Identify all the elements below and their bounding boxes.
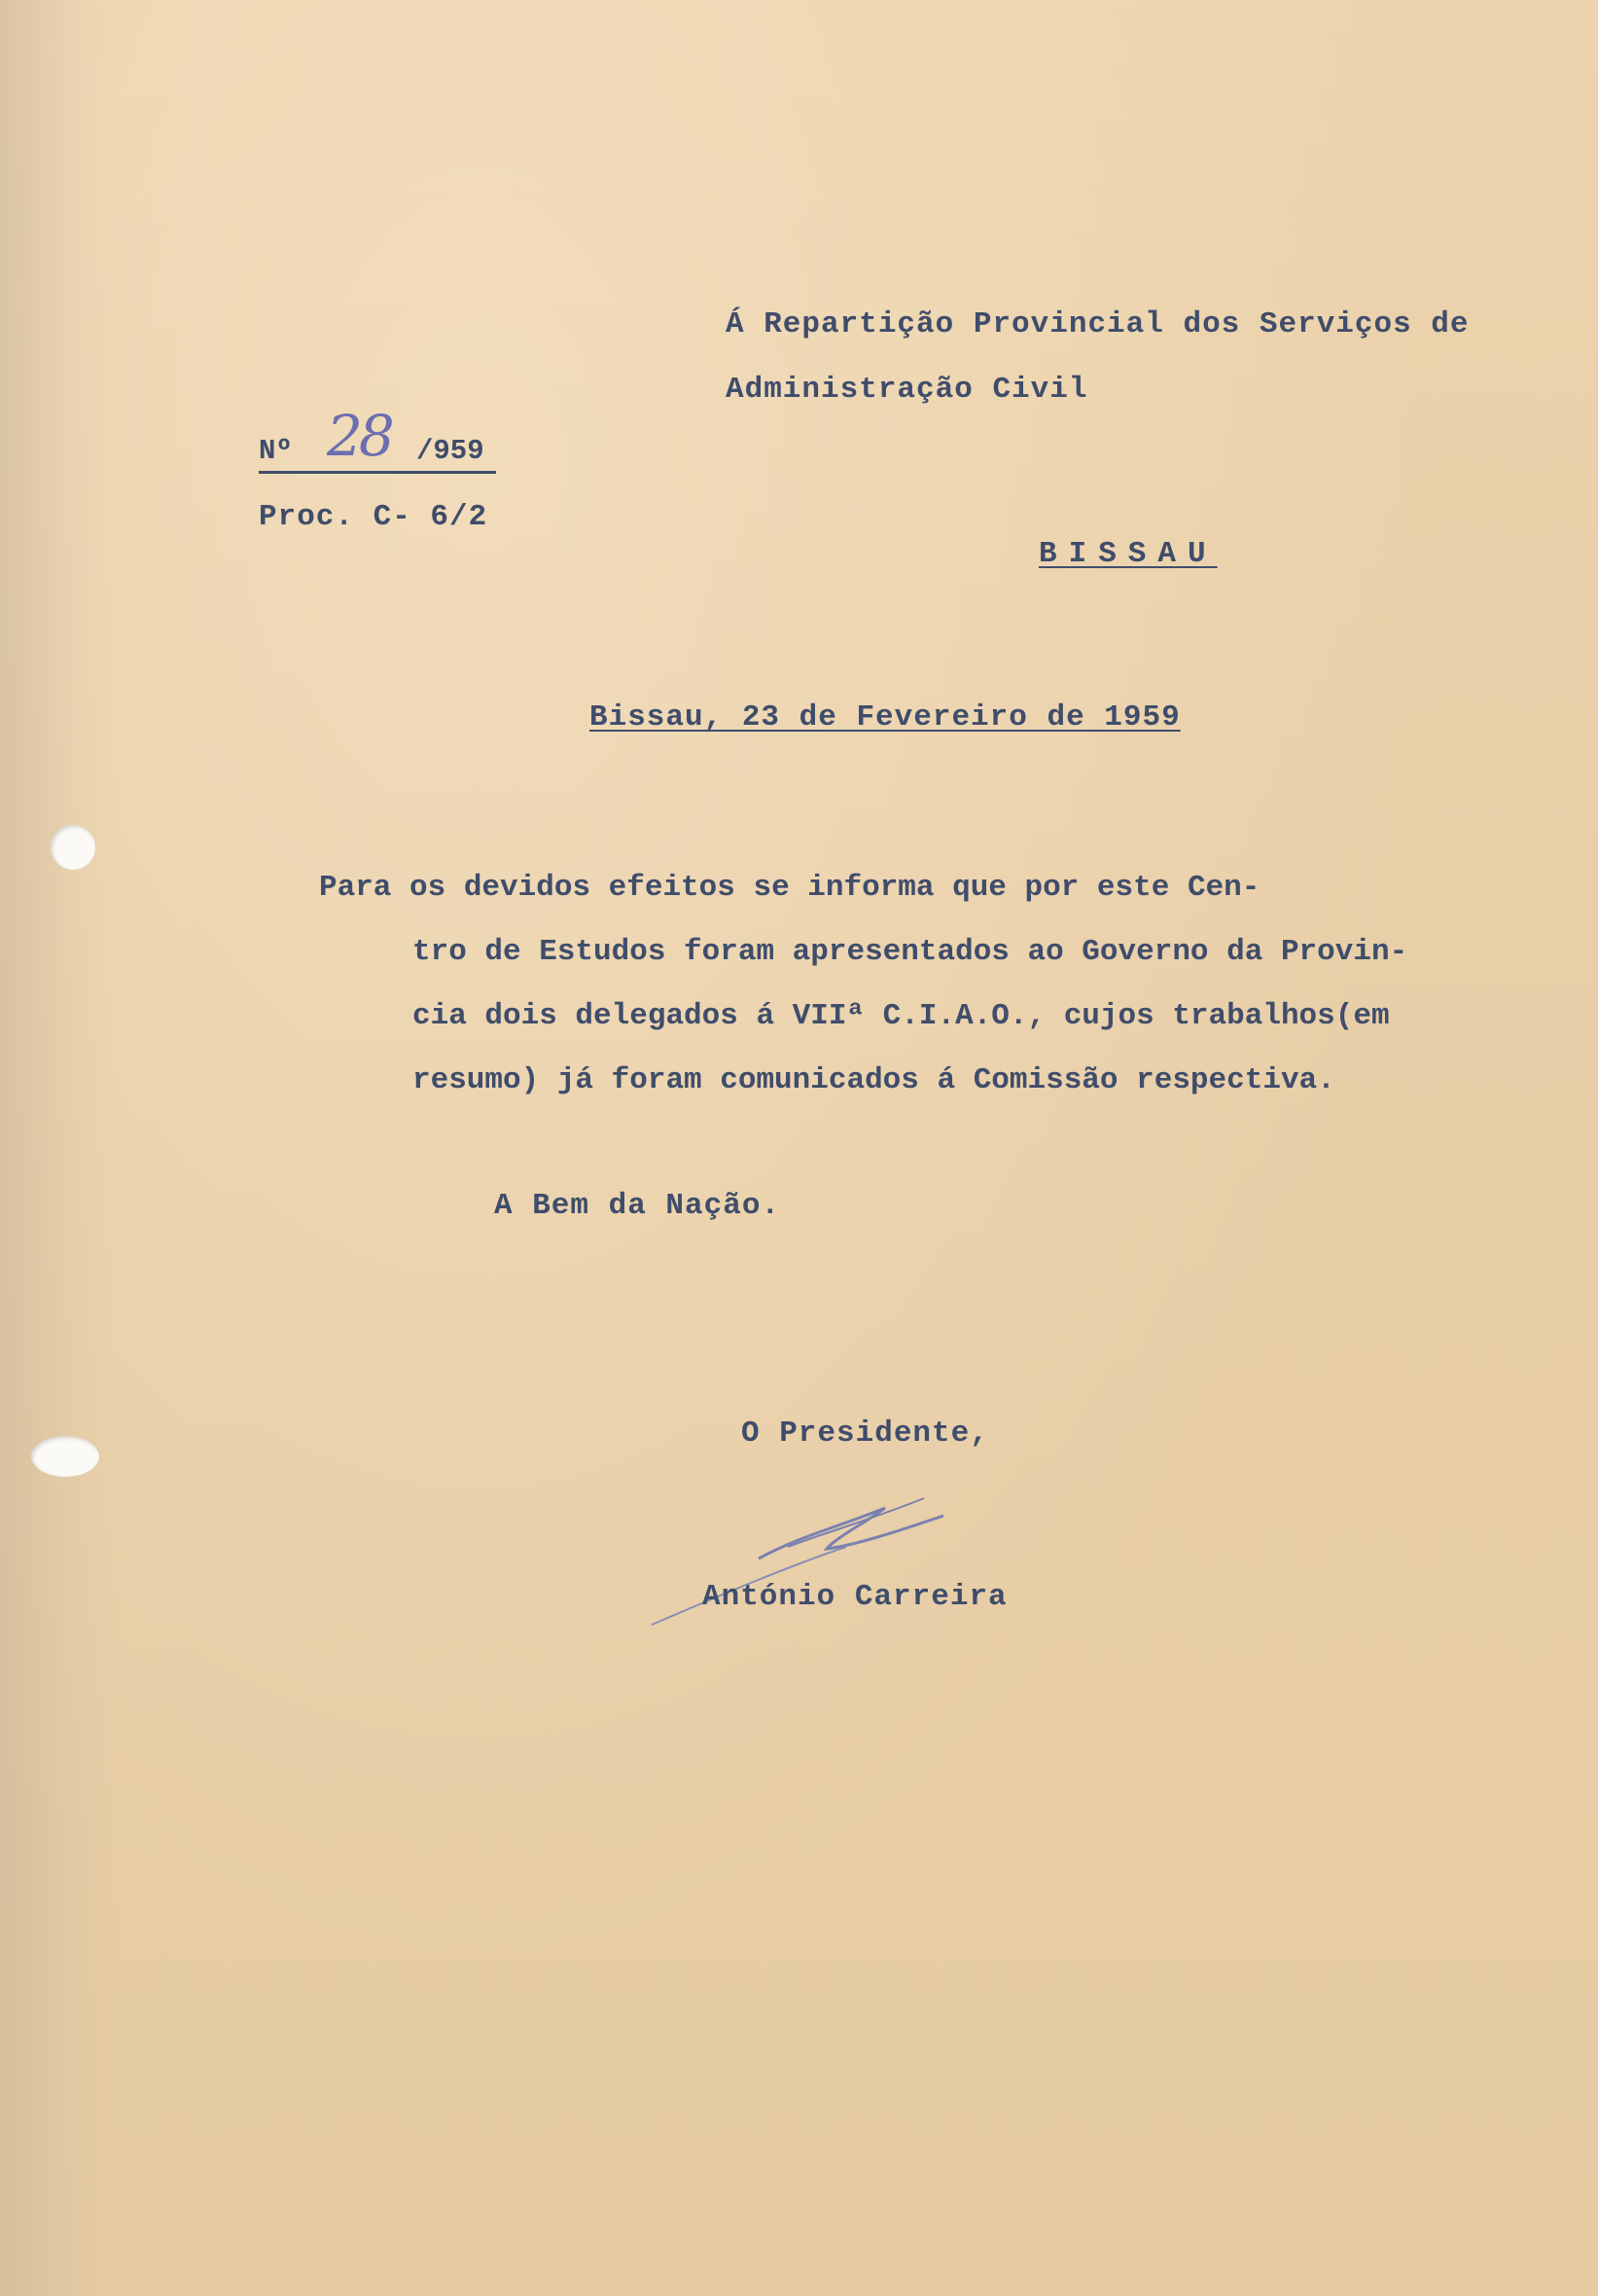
handwritten-number: 28	[327, 403, 391, 469]
punch-hole-top	[51, 825, 95, 870]
body-line-2: tro de Estudos foram apresentados ao Governo da Provin-	[412, 935, 1408, 969]
reference-number	[259, 403, 496, 474]
letter-body	[319, 856, 1511, 1113]
proc-reference: Proc. C- 6/2	[259, 500, 488, 534]
punch-hole-bottom	[31, 1436, 99, 1477]
body-line-3: cia dois delegados á VIIª C.I.A.O., cujos trabalhos(em	[412, 999, 1390, 1033]
addressee-line-1: Á Repartição Provincial dos Serviços de	[726, 307, 1470, 341]
paper-left-edge	[0, 0, 117, 2296]
dateline: Bissau, 23 de Fevereiro de 1959	[589, 700, 1181, 735]
numero-year: /959	[416, 435, 484, 467]
body-line-1: Para os devidos efeitos se informa que por este Cen-	[319, 871, 1261, 905]
signer-name: António Carreira	[702, 1580, 1008, 1614]
signer-title: O Presidente,	[741, 1417, 989, 1451]
closing-salutation: A Bem da Nação.	[494, 1189, 781, 1223]
addressee-line-2: Administração Civil	[726, 373, 1088, 407]
body-line-4: resumo) já foram comunicados á Comissão respectiva.	[412, 1063, 1335, 1097]
city-heading: BISSAU	[1039, 537, 1218, 571]
numero-prefix: Nº	[259, 435, 293, 467]
